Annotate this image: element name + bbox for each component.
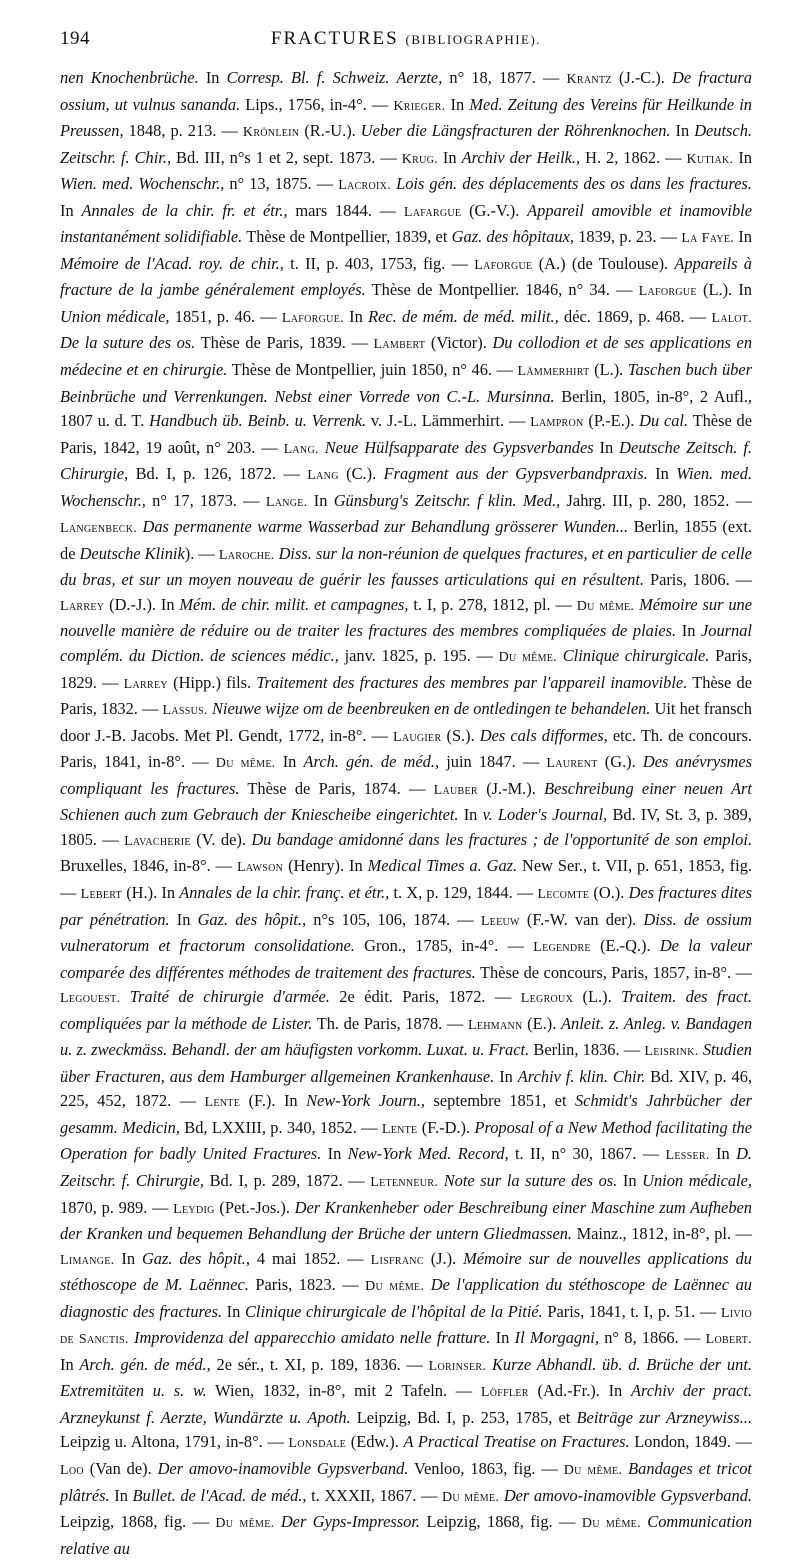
author-name: Lang. [283, 441, 319, 457]
plain-text: Bd, LXXIII, p. 340, 1852. — [179, 1117, 382, 1137]
italic-title: Der amovo-inamovible Gypsverband. [157, 1458, 409, 1478]
author-name: Du même. [498, 650, 557, 666]
plain-text: (V. de). [190, 829, 252, 849]
bibliography-paragraph [60, 66, 752, 1561]
running-header [60, 28, 752, 62]
plain-text: (Hipp.) fils. [167, 672, 257, 692]
plain-text: Thèse de Montpellier, 1839, et [242, 227, 452, 247]
plain-text: (H.). In [122, 882, 180, 902]
plain-text: (E.). [522, 1013, 561, 1033]
author-name: Leeuw [480, 913, 520, 929]
italic-title: Bullet. de l'Acad. de méd., [132, 1485, 307, 1505]
plain-text: (F.-D.). [417, 1117, 475, 1137]
italic-title: De la valeur comparée des différentes méthodes de traitement des fractures. [60, 936, 752, 982]
italic-title: Kurze Abhandl. üb. d. Brüche der unt. Extremitäten u. s. w. [60, 1354, 752, 1401]
plain-text: n°s 105, 106, 1874. — [306, 909, 481, 929]
italic-title: Clinique chirurgicale. [562, 646, 710, 666]
italic-title: Günsburg's Zeitschr. f klin. Med., [333, 490, 561, 510]
italic-title: Des cals difformes, [479, 725, 608, 745]
italic-title: Appareils à fracture de la jambe généralement employés. [60, 253, 752, 300]
italic-title: Des fractures dites par pénétration. [60, 882, 752, 929]
plain-text: (Edw.). [346, 1432, 404, 1452]
italic-title: Rec. de mém. de méd. milit., [368, 306, 559, 326]
italic-title: Archiv f. klin. Chir. [517, 1066, 646, 1086]
plain-text: In [647, 464, 677, 484]
plain-text: In [676, 621, 701, 641]
plain-text: (L.). [589, 360, 628, 380]
plain-text: (S.). [441, 725, 480, 745]
italic-title: Das permanente warme Wasserbad zur Behandlung grösserer Wunden... [142, 517, 629, 537]
author-name: Du même. [576, 598, 635, 614]
plain-text: v. J.-L. Lämmerhirt. — [366, 411, 531, 431]
plain-text: In [275, 752, 304, 772]
author-name: Lente [204, 1095, 241, 1111]
author-name: Lampron [530, 415, 584, 431]
plain-text: Bd. I, p. 289, 1872. — [204, 1170, 371, 1190]
italic-title: Improvidenza del apparecchio amidato nelle fratture. [134, 1328, 491, 1348]
plain-text: (R.-U.). [299, 121, 361, 141]
running-title-subtitle: (BIBLIOGRAPHIE). [405, 32, 542, 47]
author-name: Du même. [365, 1279, 425, 1295]
plain-text: Bd. III, n°s 1 et 2, sept. 1873. — [171, 147, 402, 167]
plain-text: (G.). [597, 752, 643, 772]
plain-text: Bruxelles, 1846, in-8°. — [60, 856, 237, 876]
italic-title: Fragment aus der Gypsverbandpraxis. [383, 464, 648, 484]
author-name: Du même. [563, 1462, 623, 1478]
plain-text: Leipzig, 1868, fig. — [60, 1512, 216, 1532]
plain-text: Gron., 1785, in-4°. — [354, 936, 534, 956]
plain-text: 1848, p. 213. — [123, 121, 243, 141]
plain-text: In [445, 94, 470, 114]
plain-text: (Ad.-Fr.). In [528, 1381, 631, 1401]
plain-text: (P.-E.). [583, 411, 640, 431]
italic-title: Traitement des fractures des membres par l'appareil inamovible. [256, 672, 688, 692]
plain-text: London, 1849. — [629, 1432, 752, 1452]
plain-text: déc. 1869, p. 468. — [558, 306, 712, 326]
plain-text: Bd. IV, St. 3, p. 389, 1805. — [60, 805, 752, 849]
plain-text: New Ser., t. VII, p. 651, 1853, fig. — [60, 856, 752, 902]
italic-title: Du cal. [639, 411, 689, 431]
running-title-main: FRACTURES [270, 28, 399, 49]
author-name: Du même. [215, 756, 276, 772]
italic-title: Annales de la chir. fr. et étr., [81, 200, 288, 220]
author-name: Lämmerhirt [517, 364, 590, 380]
plain-text: In [734, 227, 753, 247]
author-name: Lavacherie [124, 833, 191, 849]
italic-title: New-York Journ., [306, 1091, 426, 1111]
plain-text: n° 8, 1866. — [598, 1328, 706, 1348]
plain-text: Uit het fransch door J.-B. Jacobs. Met Pl. Gendt, 1772, in-8°. — [60, 699, 752, 745]
plain-text: (J.-C.). [611, 68, 673, 87]
italic-title: A Practical Treatise on Fractures. [403, 1432, 630, 1452]
plain-text: 2e édit. Paris, 1872. — [329, 987, 521, 1007]
plain-text: (E.-Q.). [590, 936, 660, 956]
plain-text: (L.). [573, 987, 622, 1007]
author-name: Lambert [373, 337, 426, 353]
plain-text: Thèse de Paris, 1842, 19 août, n° 203. — [60, 411, 752, 457]
italic-title: Der amovo-inamovible Gypsverband. [503, 1485, 752, 1505]
plain-text: Thèse de Paris, 1839. — [195, 333, 374, 353]
author-name: Lauber [433, 782, 478, 798]
plain-text: mars 1844. — [287, 200, 404, 220]
plain-text: In [494, 1066, 518, 1086]
author-name: Du même. [441, 1489, 500, 1505]
plain-text: 1851, p. 46. — [169, 306, 282, 326]
italic-title: Lois gén. des déplacements des os dans les fractures. [396, 174, 752, 194]
plain-text: janv. 1825, p. 195. — [338, 646, 499, 666]
plain-text: Thèse de Montpellier, juin 1850, n° 46. — [227, 360, 518, 380]
plain-text: In [169, 909, 198, 929]
plain-text: (F.-W. van der). [519, 909, 644, 929]
running-title [120, 28, 752, 50]
plain-text: etc. Th. de concours. Paris, 1841, in-8°. — [60, 725, 752, 772]
plain-text: H. 2, 1862. — [580, 147, 687, 167]
italic-title: Beiträge zur Arzneywiss... [576, 1407, 752, 1427]
author-name: Legroux [520, 991, 574, 1007]
plain-text: Paris, 1841, t. I, p. 51. — [542, 1301, 721, 1321]
italic-title: Medical Times a. Gaz. [367, 856, 518, 876]
italic-title: Mém. de chir. milit. et campagnes, [179, 594, 409, 614]
plain-text: n° 13, 1875. — [224, 174, 339, 194]
italic-title: Archiv der pract. Arzneykunst f. Aerzte, Wundärzte u. Apoth. [60, 1381, 752, 1427]
author-name: Lafargue [403, 204, 462, 220]
author-name: Lecomte [537, 886, 590, 902]
plain-text: In [109, 1485, 133, 1505]
plain-text: In [733, 147, 752, 167]
italic-title: Du collodion et de ses applications en médecine et en chirurgie. [60, 333, 753, 380]
plain-text: Venloo, 1863, fig. — [408, 1458, 564, 1478]
italic-title: Arch. gén. de méd., [303, 752, 440, 772]
italic-title: Taschen buch über Beinbrüche und Verrenkungen. Nebst einer Vorrede von C.-L. Mursinna. [60, 360, 752, 406]
plain-text: (L.). In [696, 280, 752, 300]
plain-text: 1870, p. 989. — [60, 1197, 174, 1217]
italic-title: Annales de la chir. franç. et étr., [179, 882, 390, 902]
author-name: Lalot. [711, 310, 752, 326]
author-name: Legouest. [60, 991, 121, 1007]
author-name: Lange. [265, 494, 308, 510]
plain-text: In [321, 1144, 348, 1164]
author-name: Lente [381, 1121, 418, 1137]
author-name: Lobert. [705, 1332, 752, 1348]
italic-title: Il Morgagni, [514, 1328, 599, 1348]
italic-title: Mémoire sur de nouvelles applications du stéthoscope de M. Laënnec. [60, 1248, 752, 1295]
italic-title: Mémoire sur une nouvelle manière de réduire ou de traiter les fractures des membres compliquées de plaies. [60, 594, 752, 641]
italic-title: Journal complém. du Diction. de sciences médic., [60, 621, 752, 666]
italic-title: De l'application du stéthoscope de Laënnec au diagnostic des fractures. [60, 1275, 752, 1321]
plain-text: Leipzig, 1868, fig. — [420, 1512, 582, 1532]
plain-text [120, 987, 129, 1006]
italic-title: Du bandage amidonné dans les fractures ; de l'opportunité de son emploi. [251, 829, 752, 849]
author-name: Lassus. [162, 703, 208, 719]
plain-text: (A.) (de Toulouse). [532, 253, 675, 273]
plain-text: In [437, 147, 462, 167]
plain-text: t. I, p. 278, 1812, pl. — [408, 594, 577, 614]
plain-text: In [617, 1170, 643, 1190]
italic-title: Note sur la suture des os. [443, 1170, 618, 1190]
plain-text: Mainz., 1812, in-8°, pl. — [572, 1224, 752, 1244]
plain-text: septembre 1851, et [425, 1091, 575, 1111]
author-name: Loo [60, 1462, 84, 1478]
italic-title: Wien. med. Wochenschr., [60, 174, 225, 194]
italic-title: Bandages et tricot plâtrés. [60, 1458, 752, 1505]
plain-text: Paris, 1806. — [644, 570, 752, 590]
page-number: 194 [60, 28, 90, 49]
plain-text: 1839, p. 23. — [573, 227, 682, 247]
italic-title: Union médicale, [642, 1170, 752, 1190]
author-name: Laforgue [474, 257, 533, 273]
plain-text: n° 17, 1873. — [145, 490, 266, 510]
author-name: Laforgue [638, 284, 697, 300]
author-name: Laroche. [218, 547, 275, 563]
italic-title: New-York Med. Record, [347, 1144, 509, 1164]
plain-text: Berlin, 1836. — [529, 1040, 645, 1060]
plain-text: Berlin, 1805, in-8°, 2 Aufl., 1807 u. d. T. [60, 386, 752, 431]
author-name: Letenneur. [370, 1174, 439, 1190]
italic-title: Appareil amovible et inamovible instantanément solidifiable. [60, 200, 752, 247]
author-name: Larrey [60, 598, 105, 614]
plain-text: Thèse de Paris, 1874. — [239, 778, 434, 798]
plain-text: (Pet.-Jos.). [214, 1197, 295, 1217]
plain-text: juin 1847. — [439, 752, 547, 772]
plain-text: In [198, 68, 227, 87]
italic-title: Diss. sur la non-réunion de quelques fractures, et en particulier de celle du bras, et sur un moyen nouveau de guérir les fausses articulations qui en résultent. [60, 543, 752, 590]
author-name: Leydig [173, 1201, 215, 1217]
plain-text: Bd. I, p. 126, 1872. — [128, 464, 308, 484]
author-name: Lawson [236, 860, 284, 876]
author-name: Du même. [581, 1516, 641, 1532]
author-name: Lebert [80, 886, 123, 902]
plain-text: In [709, 1144, 737, 1164]
plain-text: n° 18, 1877. — [442, 68, 567, 87]
italic-title: Studien über Fracturen, aus dem Hamburger allgemeinen Krankenhause. [60, 1040, 752, 1086]
author-name: Lisfranc [370, 1252, 424, 1268]
plain-text: (J.). [423, 1248, 464, 1268]
italic-title: Beschreibung einer neuen Art Schienen auch zum Gebrauch der Kniescheibe eingerichtet. [60, 778, 752, 825]
italic-title: Archiv der Heilk., [461, 147, 581, 167]
author-name: Krantz [566, 72, 612, 87]
italic-title: Traité de chirurgie d'armée. [129, 987, 330, 1007]
author-name: Lonsdale [288, 1436, 347, 1452]
plain-text: Thèse de Montpellier. 1846, n° 34. — [365, 280, 639, 300]
author-name: Krieger. [393, 98, 446, 114]
plain-text: t. X, p. 129, 1844. — [389, 882, 538, 902]
plain-text: Leipzig, Bd. I, p. 253, 1785, et [350, 1407, 577, 1427]
italic-title: v. Loder's Journal, [482, 805, 608, 825]
author-name: Lacroix. [338, 178, 391, 194]
plain-text: In [670, 121, 695, 141]
plain-text: t. II, n° 30, 1867. — [508, 1144, 666, 1164]
plain-text: Th. de Paris, 1878. — [312, 1013, 468, 1033]
italic-title: Diss. de ossium vulneratorum et fractorum consolidatione. [60, 909, 752, 956]
author-name: Limange. [60, 1252, 115, 1268]
author-name: Laforgue. [281, 310, 344, 326]
plain-text: Paris, 1829. — [60, 646, 752, 692]
italic-title: Mémoire de l'Acad. roy. de chir., [60, 253, 284, 273]
italic-title: Schmidt's Jahrbücher der gesamm. Medicin, [60, 1091, 752, 1137]
plain-text: Leipzig u. Altona, 1791, in-8°. — [60, 1432, 289, 1452]
author-name: Kutiak. [686, 151, 734, 167]
plain-text: (F.). In [240, 1091, 307, 1111]
author-name: Lorinser. [428, 1358, 487, 1374]
plain-text: In [60, 200, 82, 220]
italic-title: Der Krankenheber oder Beschreibung einer Maschine zum Aufheben der Kranken und bequemen Behandlung der Brüche der untern Gliedmassen. [60, 1197, 752, 1244]
plain-text: (Henry). In [283, 856, 368, 876]
italic-title: Neue Hülfsapparate des Gypsverbandes [324, 437, 594, 457]
plain-text: t. XXXII, 1867. — [306, 1485, 442, 1505]
plain-text: In [307, 490, 334, 510]
italic-title: Traitem. des fract. compliquées par la méthode de Lister. [60, 987, 752, 1033]
author-name: Leisrink. [644, 1044, 699, 1060]
italic-title: Des anévrysmes compliquant les fractures. [60, 752, 752, 798]
italic-title: Corresp. Bl. f. Schweiz. Aerzte, [226, 68, 443, 87]
author-name: Krug. [401, 151, 438, 167]
author-name: Larrey [123, 676, 168, 692]
italic-title: Der Gyps-Impressor. [280, 1512, 421, 1532]
italic-title: Communication relative au [60, 1512, 753, 1558]
plain-text: (G.-V.). [461, 200, 528, 220]
italic-title: Gaz. des hôpit., [141, 1248, 251, 1268]
plain-text: In [458, 805, 483, 825]
italic-title: Proposal of a New Method facilitating the Operation for badly United Fractures. [60, 1117, 752, 1164]
italic-title: Deutsche Zeitsch. f. Chirurgie, [60, 437, 752, 484]
plain-text: 4 mai 1852. — [250, 1248, 371, 1268]
plain-text: In [593, 437, 620, 457]
plain-text: (J.-M.). [477, 778, 545, 798]
italic-title: De la suture des os. [60, 333, 196, 353]
plain-text: In [490, 1328, 515, 1348]
author-name: Lehmann [467, 1017, 523, 1033]
plain-text: In [60, 1354, 80, 1374]
plain-text: Wien, 1832, in-8°, mit 2 Tafeln. — [206, 1381, 481, 1401]
italic-title: Deutsche Klinik [79, 543, 185, 563]
plain-text: (C.). [338, 464, 384, 484]
author-name: Lang [307, 468, 339, 484]
author-name: Löffler [480, 1385, 529, 1401]
plain-text: Thèse de concours, Paris, 1857, in-8°. — [475, 962, 752, 982]
italic-title: Arch. gén. de méd., [79, 1354, 211, 1374]
italic-title: Deutsch. Zeitschr. f. Chir., [60, 121, 752, 167]
plain-text: ). — [184, 543, 219, 563]
italic-title: Med. Zeitung des Vereins für Heilkunde in Preussen, [60, 94, 752, 141]
plain-text: Jahrg. III, p. 280, 1852. — [560, 490, 753, 510]
author-name: La Faye. [681, 231, 735, 247]
plain-text: (O.). [589, 882, 629, 902]
author-name: Legendre [533, 940, 591, 956]
italic-title: nen Knochenbrüche. [60, 68, 199, 87]
italic-title: Union médicale, [60, 306, 170, 326]
author-name: Laurent [546, 756, 598, 772]
plain-text: (D.-J.). In [104, 594, 180, 614]
author-name: Laugier [392, 729, 442, 745]
plain-text: 2e sér., t. XI, p. 189, 1836. — [210, 1354, 429, 1374]
italic-title: Gaz. des hôpitaux, [451, 227, 574, 247]
plain-text: In [222, 1301, 245, 1321]
plain-text: Lips., 1756, in-4°. — [240, 94, 394, 114]
plain-text: Berlin, 1855 (ext. de [60, 517, 752, 563]
plain-text: Paris, 1823. — [248, 1275, 366, 1295]
plain-text: In [114, 1248, 142, 1268]
italic-title: Anleit. z. Anleg. v. Bandagen u. z. zweckmäss. Behandl. der am häufigsten vorkomm. Luxat. u. Fract. [60, 1013, 753, 1060]
plain-text: Thèse de Paris, 1832. — [60, 672, 752, 719]
italic-title: De fractura ossium, ut vulnus sananda. [60, 68, 752, 114]
italic-title: D. Zeitschr. f. Chirurgie, [60, 1144, 753, 1190]
author-name: Du même. [215, 1516, 275, 1532]
author-name: Lesser. [665, 1148, 710, 1164]
italic-title: Wien. med. Wochenschr., [60, 464, 752, 510]
plain-text: Bd. XIV, p. 46, 225, 452, 1872. — [60, 1066, 753, 1111]
author-name: Langenbeck. [60, 521, 138, 537]
italic-title: Handbuch üb. Beinb. u. Verrenk. [149, 411, 367, 431]
author-name: Livio de Sanctis. [60, 1305, 752, 1348]
italic-title: Ueber die Längsfracturen der Röhrenknochen. [360, 121, 671, 141]
italic-title: Clinique chirurgicale de l'hôpital de la Pitié. [244, 1301, 543, 1321]
author-name: Krönlein [242, 125, 300, 141]
italic-title: Gaz. des hôpit., [197, 909, 307, 929]
plain-text: t. II, p. 403, 1753, fig. — [283, 253, 475, 273]
plain-text: (Van de). [83, 1458, 158, 1478]
italic-title: Nieuwe wijze om de beenbreuken en de ontledingen te behandelen. [211, 699, 651, 719]
plain-text: In [343, 306, 369, 326]
plain-text: (Victor). [425, 333, 493, 353]
